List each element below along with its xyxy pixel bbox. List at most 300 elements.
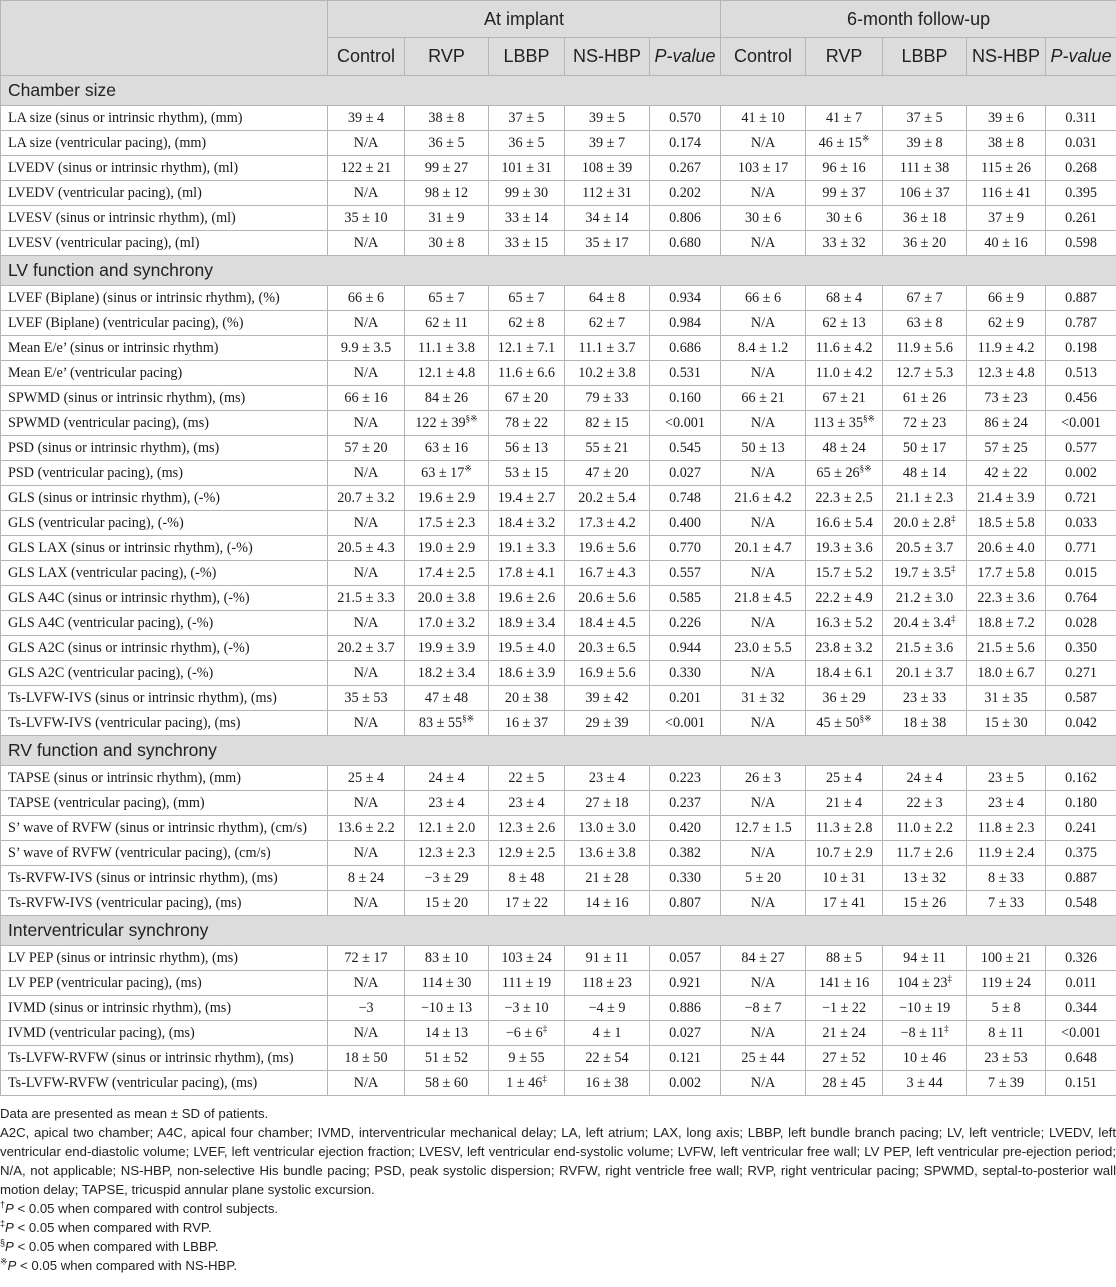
value-cell — [650, 486, 721, 511]
value-cell — [883, 486, 967, 511]
footnote-symbol: ※ — [0, 1256, 8, 1267]
footnote-text: < 0.05 when compared with RVP. — [13, 1220, 212, 1235]
value-cell — [650, 996, 721, 1021]
value-cell — [721, 891, 806, 916]
cell-value: 0.011 — [1065, 974, 1097, 991]
table-row — [1, 1021, 1116, 1046]
cell-value: −3 — [358, 999, 374, 1016]
value-cell — [883, 536, 967, 561]
cell-value: 21.8 ± 4.5 — [734, 589, 792, 606]
cell-value: 141 ± 16 — [818, 974, 870, 991]
section-title: RV function and synchrony — [1, 736, 1116, 766]
cell-value: 23.0 ± 5.5 — [734, 639, 792, 656]
cell-value: N/A — [750, 234, 776, 251]
value-cell — [721, 411, 806, 436]
cell-value: −3 ± 29 — [424, 869, 469, 886]
table-row — [1, 131, 1116, 156]
cell-value: 0.587 — [1065, 689, 1098, 706]
cell-value: 0.806 — [669, 209, 701, 226]
value-cell — [967, 711, 1046, 736]
cell-value: 0.268 — [1065, 159, 1098, 176]
value-cell — [405, 361, 489, 386]
significance-marker: ‡ — [542, 1072, 547, 1083]
value-cell — [967, 411, 1046, 436]
value-cell — [967, 206, 1046, 231]
value-cell — [405, 1071, 489, 1096]
value-cell — [721, 486, 806, 511]
cell-value: 17.7 ± 5.8 — [977, 564, 1035, 581]
cell-value: 0.598 — [1065, 234, 1098, 251]
cell-value: 50 ± 17 — [902, 439, 947, 456]
value-cell — [883, 436, 967, 461]
cell-value: 0.887 — [1065, 869, 1098, 886]
value-cell — [721, 156, 806, 181]
cell-value: 63 ± 17 — [421, 464, 465, 481]
value-cell — [721, 636, 806, 661]
value-cell — [328, 131, 405, 156]
cell-value: 122 ± 39 — [415, 414, 466, 431]
value-cell — [806, 536, 883, 561]
significance-marker: §※ — [462, 712, 475, 723]
value-cell — [405, 946, 489, 971]
significance-marker: ‡ — [951, 512, 956, 523]
table-row — [1, 361, 1116, 386]
cell-value: 19.4 ± 2.7 — [497, 489, 556, 506]
value-cell — [1046, 206, 1116, 231]
value-cell — [883, 866, 967, 891]
value-cell — [721, 181, 806, 206]
cell-value: 63 ± 16 — [424, 439, 469, 456]
cell-value: 0.400 — [669, 514, 701, 531]
significance-marker: §※ — [862, 412, 875, 423]
cell-value: 119 ± 24 — [981, 974, 1031, 991]
cell-value: 18.0 ± 6.7 — [977, 664, 1035, 681]
value-cell — [806, 636, 883, 661]
cell-value: N/A — [353, 714, 379, 731]
table-row — [1, 611, 1116, 636]
value-cell — [1046, 971, 1116, 996]
value-cell — [405, 511, 489, 536]
value-cell — [650, 766, 721, 791]
value-cell — [328, 486, 405, 511]
cell-value: 38 ± 8 — [428, 109, 465, 126]
cell-value: 66 ± 16 — [344, 389, 388, 406]
value-cell — [489, 561, 565, 586]
cell-value: N/A — [353, 464, 379, 481]
value-cell — [328, 611, 405, 636]
cell-value: 48 ± 14 — [902, 464, 947, 481]
value-cell — [967, 816, 1046, 841]
cell-value: 0.934 — [669, 289, 701, 306]
value-cell — [806, 231, 883, 256]
value-cell — [489, 156, 565, 181]
cell-value: 0.330 — [669, 869, 701, 886]
value-cell — [489, 586, 565, 611]
cell-value: 22.2 ± 4.9 — [815, 589, 873, 606]
col-rvp: RVP — [806, 38, 883, 76]
cell-value: 0.226 — [669, 614, 701, 631]
value-cell — [883, 181, 967, 206]
value-cell — [328, 971, 405, 996]
value-cell — [883, 686, 967, 711]
value-cell — [405, 131, 489, 156]
row-label: IVMD (sinus or intrinsic rhythm), (ms) — [1, 996, 328, 1021]
cell-value: 35 ± 10 — [344, 209, 388, 226]
value-cell — [489, 816, 565, 841]
value-cell — [650, 711, 721, 736]
value-cell — [967, 1021, 1046, 1046]
value-cell — [489, 1046, 565, 1071]
value-cell — [328, 791, 405, 816]
row-label: Mean E/e’ (ventricular pacing) — [1, 361, 328, 386]
value-cell — [328, 411, 405, 436]
value-cell — [806, 486, 883, 511]
row-label: PSD (sinus or intrinsic rhythm), (ms) — [1, 436, 328, 461]
value-cell — [883, 106, 967, 131]
value-cell — [328, 1021, 405, 1046]
value-cell — [565, 866, 650, 891]
cell-value: 20.5 ± 3.7 — [895, 539, 954, 556]
value-cell — [328, 1046, 405, 1071]
value-cell — [565, 436, 650, 461]
cell-value: 24 ± 4 — [428, 769, 465, 786]
value-cell — [806, 766, 883, 791]
value-cell — [650, 536, 721, 561]
value-cell — [721, 711, 806, 736]
value-cell — [883, 841, 967, 866]
cell-value: 20 ± 38 — [504, 689, 549, 706]
cell-value: 19.6 ± 2.6 — [497, 589, 556, 606]
group-header-at-implant: At implant — [328, 1, 721, 38]
col-p-value: P-value — [1046, 38, 1116, 76]
table-row — [1, 336, 1116, 361]
cell-value: 11.8 ± 2.3 — [977, 819, 1035, 836]
value-cell — [1046, 766, 1116, 791]
table-row — [1, 286, 1116, 311]
cell-value: N/A — [750, 134, 776, 151]
cell-value: 0.886 — [669, 999, 701, 1016]
table-row — [1, 311, 1116, 336]
value-cell — [328, 636, 405, 661]
cell-value: 12.1 ± 4.8 — [417, 364, 476, 381]
cell-value: 16 ± 38 — [585, 1074, 629, 1091]
value-cell — [650, 386, 721, 411]
value-cell — [565, 711, 650, 736]
cell-value: 18.4 ± 4.5 — [578, 614, 636, 631]
cell-value: 103 ± 24 — [501, 949, 552, 966]
value-cell — [565, 1021, 650, 1046]
cell-value: 46 ± 15 — [818, 134, 862, 151]
value-cell — [405, 286, 489, 311]
cell-value: 10 ± 31 — [822, 869, 866, 886]
value-cell — [328, 286, 405, 311]
value-cell — [883, 791, 967, 816]
value-cell — [883, 311, 967, 336]
value-cell — [806, 156, 883, 181]
cell-value: 17.8 ± 4.1 — [497, 564, 556, 581]
cell-value: −8 ± 11 — [900, 1024, 945, 1041]
value-cell — [328, 946, 405, 971]
row-label: SPWMD (sinus or intrinsic rhythm), (ms) — [1, 386, 328, 411]
value-cell — [489, 286, 565, 311]
value-cell — [1046, 1071, 1116, 1096]
cell-value: 0.686 — [669, 339, 701, 356]
col-rvp: RVP — [405, 38, 489, 76]
cell-value: 0.887 — [1065, 289, 1098, 306]
value-cell — [650, 686, 721, 711]
value-cell — [883, 231, 967, 256]
value-cell — [967, 766, 1046, 791]
section-title: Chamber size — [1, 76, 1116, 106]
value-cell — [1046, 946, 1116, 971]
value-cell — [650, 411, 721, 436]
value-cell — [1046, 891, 1116, 916]
cell-value: 11.9 ± 2.4 — [977, 844, 1035, 861]
value-cell — [806, 411, 883, 436]
value-cell — [1046, 336, 1116, 361]
value-cell — [650, 131, 721, 156]
significance-marker: §※ — [465, 412, 478, 423]
value-cell — [328, 816, 405, 841]
cell-value: 33 ± 15 — [504, 234, 549, 251]
value-cell — [1046, 106, 1116, 131]
cell-value: 22 ± 54 — [585, 1049, 629, 1066]
cell-value: 113 ± 35 — [813, 414, 863, 431]
cell-value: 10 ± 46 — [902, 1049, 947, 1066]
value-cell — [721, 361, 806, 386]
cell-value: 21 ± 4 — [825, 794, 863, 811]
cell-value: N/A — [750, 1024, 776, 1041]
cell-value: 65 ± 26 — [816, 464, 860, 481]
cell-value: 11.3 ± 2.8 — [815, 819, 873, 836]
cell-value: 19.6 ± 5.6 — [578, 539, 636, 556]
value-cell — [721, 1071, 806, 1096]
cell-value: 37 ± 5 — [508, 109, 545, 126]
value-cell — [1046, 866, 1116, 891]
value-cell — [405, 711, 489, 736]
value-cell — [721, 561, 806, 586]
value-cell — [328, 661, 405, 686]
significance-marker: §※ — [859, 712, 872, 723]
cell-value: 12.7 ± 1.5 — [734, 819, 792, 836]
value-cell — [650, 866, 721, 891]
value-cell — [806, 461, 883, 486]
value-cell — [650, 311, 721, 336]
row-label: Mean E/e’ (sinus or intrinsic rhythm) — [1, 336, 328, 361]
value-cell — [489, 461, 565, 486]
cell-value: 19.6 ± 2.9 — [417, 489, 476, 506]
value-cell — [489, 311, 565, 336]
value-cell — [405, 436, 489, 461]
cell-value: 0.420 — [669, 819, 701, 836]
value-cell — [967, 231, 1046, 256]
cell-value: N/A — [750, 664, 776, 681]
value-cell — [650, 636, 721, 661]
value-cell — [489, 1021, 565, 1046]
col-control: Control — [328, 38, 405, 76]
value-cell — [489, 661, 565, 686]
significance-marker: ‡ — [951, 612, 956, 623]
cell-value: 30 ± 6 — [744, 209, 782, 226]
value-cell — [883, 561, 967, 586]
value-cell — [1046, 461, 1116, 486]
section-title: LV function and synchrony — [1, 256, 1116, 286]
table-row — [1, 711, 1116, 736]
cell-value: 55 ± 21 — [585, 439, 629, 456]
cell-value: 38 ± 8 — [987, 134, 1025, 151]
cell-value: 106 ± 37 — [899, 184, 950, 201]
cell-value: 25 ± 4 — [825, 769, 863, 786]
cell-value: 16.6 ± 5.4 — [815, 514, 873, 531]
table-header — [1, 1, 1116, 76]
cell-value: 30 ± 6 — [825, 209, 863, 226]
cell-value: 15 ± 30 — [984, 714, 1028, 731]
table-row — [1, 561, 1116, 586]
value-cell — [806, 866, 883, 891]
cell-value: 17.3 ± 4.2 — [578, 514, 636, 531]
cell-value: 57 ± 25 — [984, 439, 1028, 456]
value-cell — [328, 156, 405, 181]
section-title: Interventricular synchrony — [1, 916, 1116, 946]
row-label: Ts-RVFW-IVS (sinus or intrinsic rhythm), (ms) — [1, 866, 328, 891]
value-cell — [489, 181, 565, 206]
value-cell — [806, 586, 883, 611]
value-cell — [967, 286, 1046, 311]
row-label: LA size (ventricular pacing), (mm) — [1, 131, 328, 156]
table-row — [1, 436, 1116, 461]
footnote — [0, 1237, 1116, 1256]
cell-value: 0.267 — [669, 159, 701, 176]
value-cell — [328, 711, 405, 736]
cell-value: 0.748 — [669, 489, 701, 506]
value-cell — [721, 661, 806, 686]
cell-value: N/A — [353, 664, 379, 681]
cell-value: 20.6 ± 4.0 — [977, 539, 1035, 556]
value-cell — [405, 996, 489, 1021]
cell-value: 9 ± 55 — [508, 1049, 545, 1066]
cell-value: 18.4 ± 3.2 — [497, 514, 556, 531]
cell-value: 8 ± 48 — [508, 869, 545, 886]
value-cell — [489, 996, 565, 1021]
cell-value: 23 ± 5 — [987, 769, 1025, 786]
header-blank-cell — [1, 1, 328, 76]
cell-value: N/A — [750, 314, 776, 331]
value-cell — [721, 791, 806, 816]
value-cell — [967, 661, 1046, 686]
value-cell — [806, 181, 883, 206]
cell-value: 0.311 — [1065, 109, 1097, 126]
value-cell — [489, 686, 565, 711]
value-cell — [721, 816, 806, 841]
cell-value: 0.002 — [669, 1074, 701, 1091]
cell-value: N/A — [353, 414, 379, 431]
cell-value: 21 ± 24 — [822, 1024, 866, 1041]
cell-value: 22.3 ± 2.5 — [815, 489, 873, 506]
cell-value: 11.1 ± 3.8 — [418, 339, 475, 356]
value-cell — [967, 131, 1046, 156]
value-cell — [405, 156, 489, 181]
cell-value: 0.027 — [669, 464, 701, 481]
cell-value: 115 ± 26 — [981, 159, 1031, 176]
value-cell — [883, 411, 967, 436]
cell-value: 21.2 ± 3.0 — [895, 589, 954, 606]
cell-value: 8.4 ± 1.2 — [737, 339, 789, 356]
cell-value: 36 ± 18 — [902, 209, 947, 226]
cell-value: 33 ± 14 — [504, 209, 549, 226]
value-cell — [489, 386, 565, 411]
cell-value: 0.771 — [1065, 539, 1098, 556]
note-data-presented: Data are presented as mean ± SD of patients. — [0, 1106, 269, 1121]
cell-value: <0.001 — [1061, 1024, 1102, 1041]
value-cell — [565, 841, 650, 866]
cell-value: 4 ± 1 — [592, 1024, 622, 1041]
value-cell — [565, 561, 650, 586]
cell-value: 111 ± 38 — [899, 159, 950, 176]
value-cell — [806, 686, 883, 711]
cell-value: 18.4 ± 6.1 — [815, 664, 873, 681]
cell-value: N/A — [750, 514, 776, 531]
cell-value: N/A — [353, 314, 379, 331]
value-cell — [806, 131, 883, 156]
cell-value: 20.1 ± 3.7 — [895, 664, 954, 681]
value-cell — [650, 436, 721, 461]
row-label: S’ wave of RVFW (sinus or intrinsic rhythm), (cm/s) — [1, 816, 328, 841]
value-cell — [721, 106, 806, 131]
cell-value: 16 ± 37 — [504, 714, 549, 731]
cell-value: 65 ± 7 — [508, 289, 545, 306]
cell-value: 23 ± 4 — [588, 769, 626, 786]
cell-value: 64 ± 8 — [588, 289, 626, 306]
value-cell — [1046, 361, 1116, 386]
value-cell — [1046, 311, 1116, 336]
value-cell — [1046, 686, 1116, 711]
value-cell — [328, 386, 405, 411]
cell-value: 39 ± 4 — [347, 109, 385, 126]
cell-value: 8 ± 24 — [347, 869, 385, 886]
cell-value: N/A — [353, 1074, 379, 1091]
value-cell — [806, 711, 883, 736]
table-row — [1, 181, 1116, 206]
value-cell — [489, 866, 565, 891]
value-cell — [405, 386, 489, 411]
cell-value: 17.5 ± 2.3 — [417, 514, 476, 531]
value-cell — [806, 996, 883, 1021]
value-cell — [565, 1046, 650, 1071]
cell-value: 100 ± 21 — [980, 949, 1032, 966]
cell-value: 21.4 ± 3.9 — [977, 489, 1035, 506]
cell-value: 0.033 — [1065, 514, 1098, 531]
footnote-text: < 0.05 when compared with control subjects. — [13, 1201, 279, 1216]
row-label: GLS A2C (ventricular pacing), (-%) — [1, 661, 328, 686]
value-cell — [883, 711, 967, 736]
cell-value: 0.031 — [1065, 134, 1098, 151]
value-cell — [489, 486, 565, 511]
cell-value: 62 ± 9 — [987, 314, 1025, 331]
table-row — [1, 511, 1116, 536]
cell-value: 0.198 — [1065, 339, 1098, 356]
value-cell — [806, 361, 883, 386]
cell-value: 0.344 — [1065, 999, 1098, 1016]
cell-value: N/A — [750, 714, 776, 731]
row-label: IVMD (ventricular pacing), (ms) — [1, 1021, 328, 1046]
value-cell — [405, 586, 489, 611]
cell-value: 88 ± 5 — [825, 949, 863, 966]
value-cell — [967, 386, 1046, 411]
cell-value: N/A — [353, 844, 379, 861]
value-cell — [1046, 586, 1116, 611]
value-cell — [405, 816, 489, 841]
cell-value: −4 ± 9 — [588, 999, 626, 1016]
